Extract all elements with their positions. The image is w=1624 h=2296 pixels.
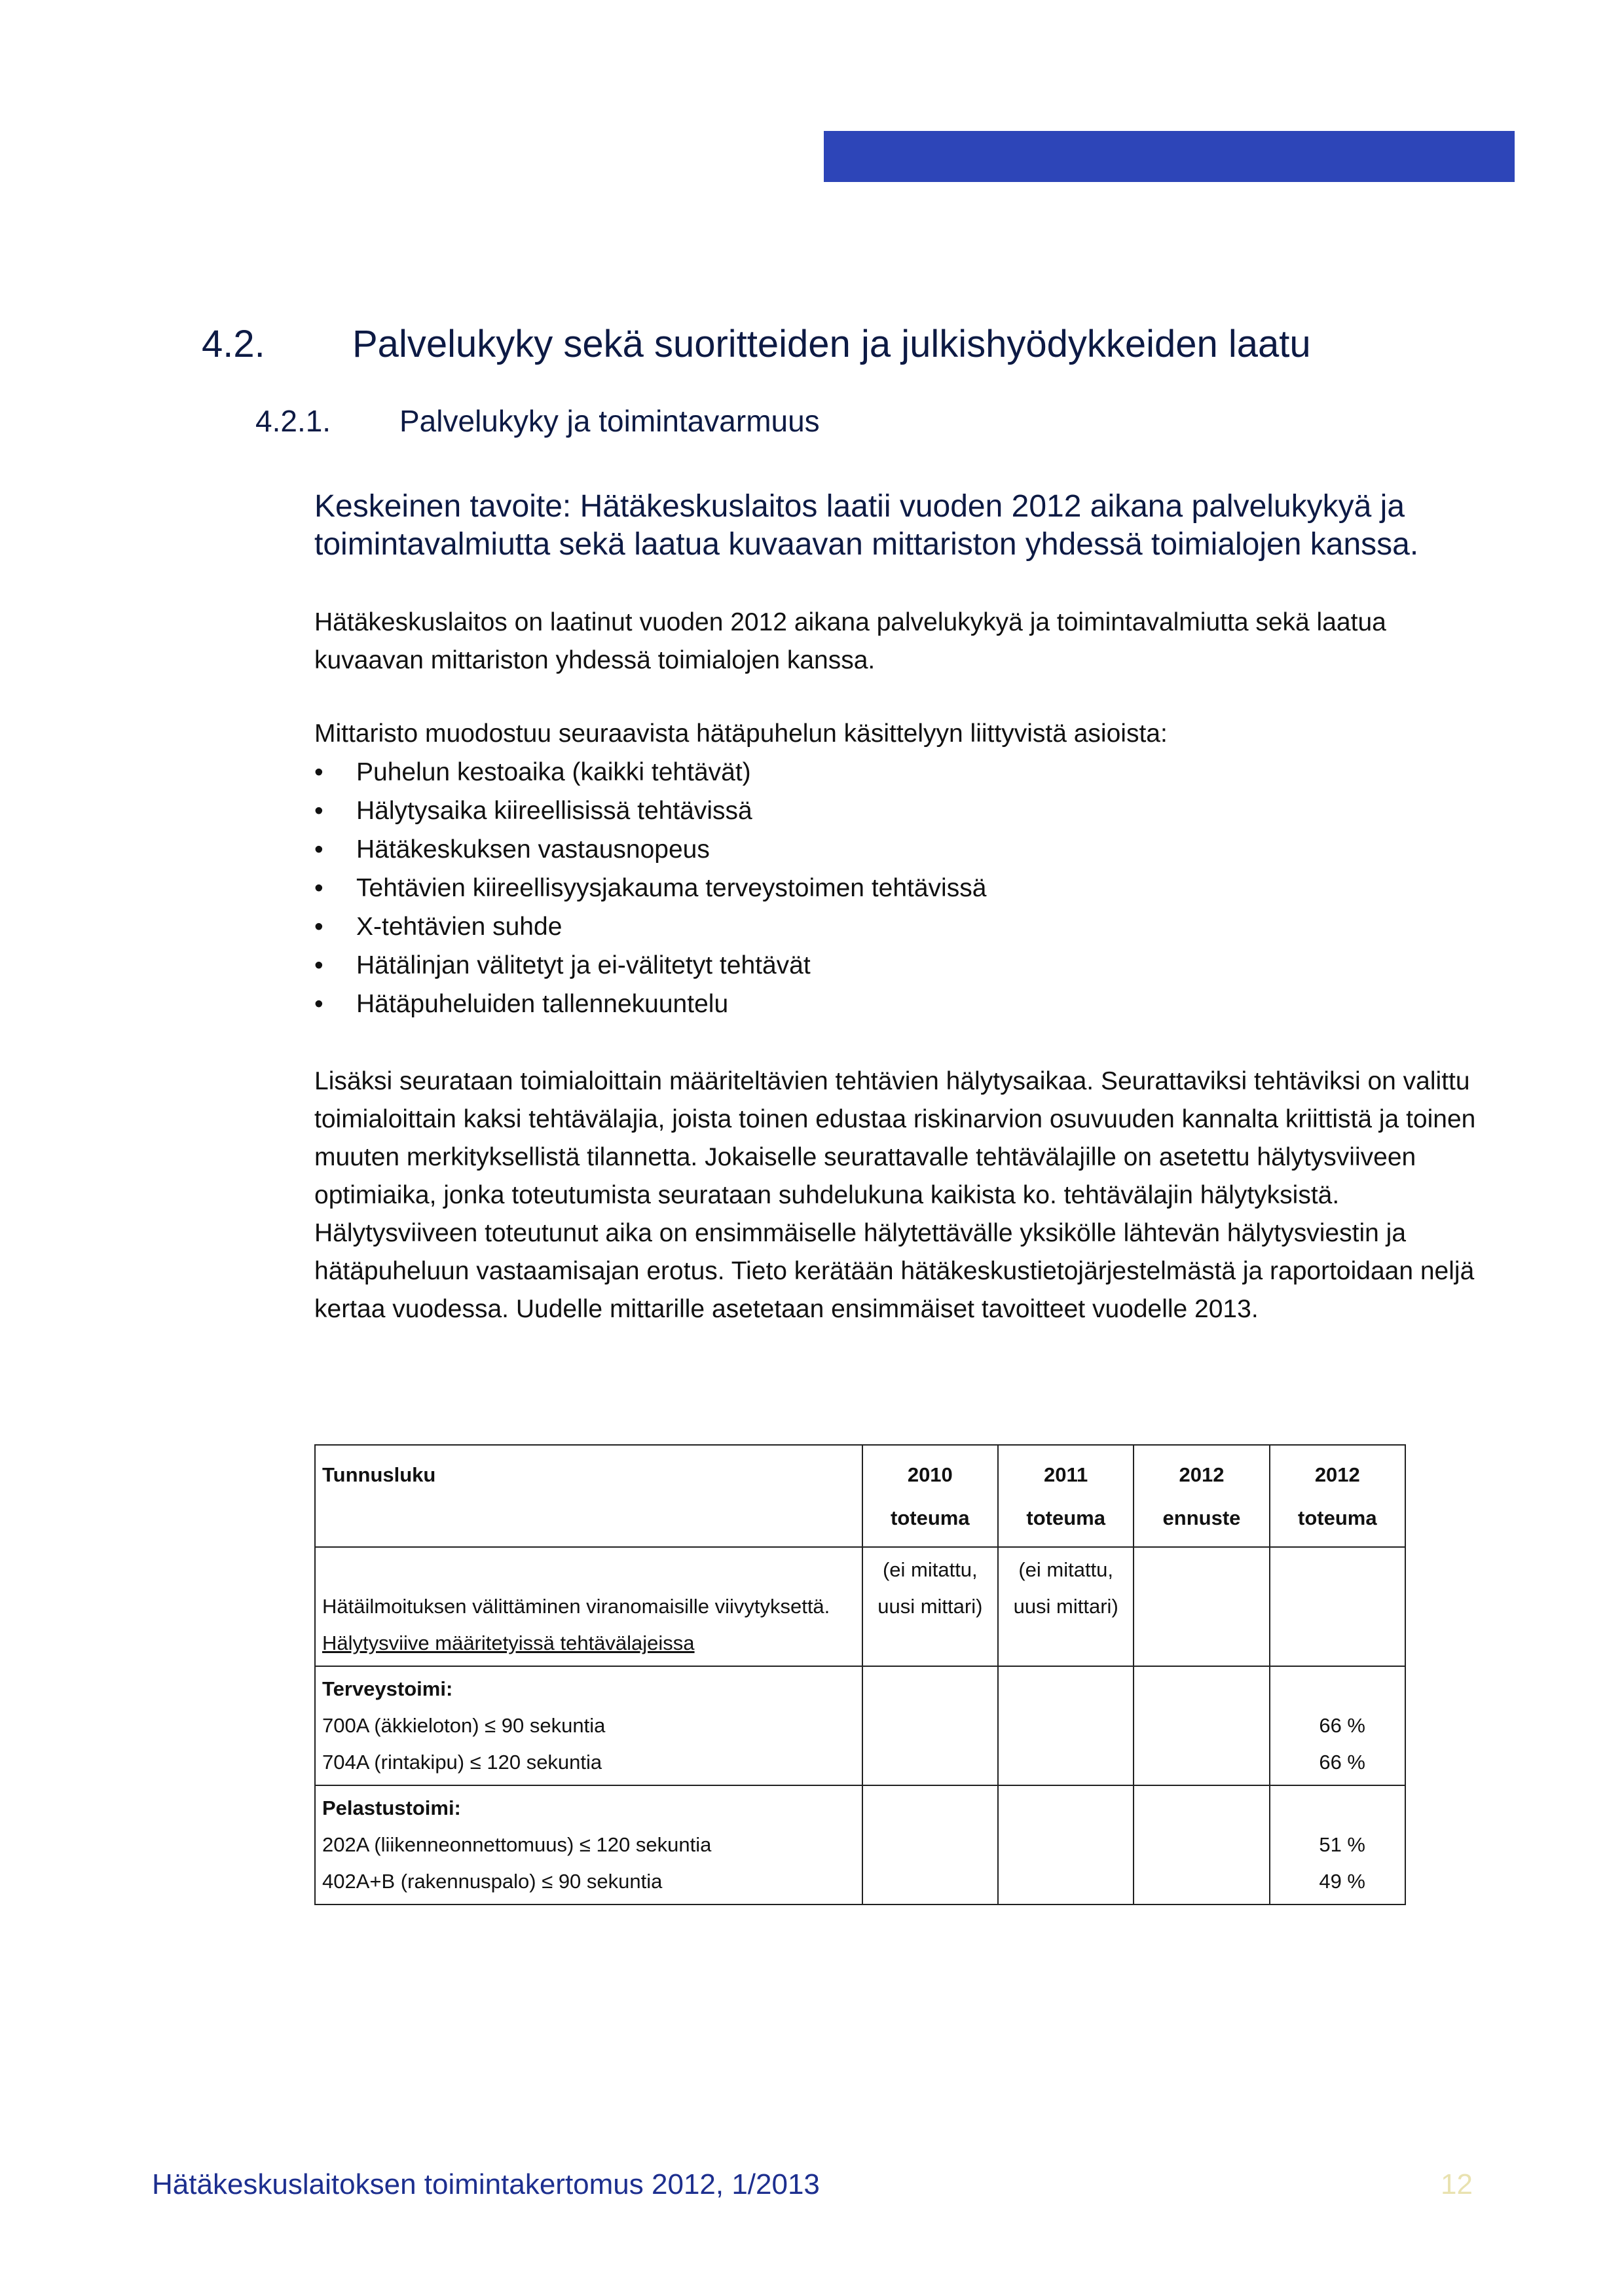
section-title: Palvelukyky sekä suoritteiden ja julkishyödykkeiden laatu	[352, 323, 1311, 365]
cell-2010	[862, 1785, 998, 1904]
paragraph-intro: Hätäkeskuslaitos on laatinut vuoden 2012 aikana palvelukykyä ja toimintavalmiutta sekä laatua kuvaavan mittariston yhdessä toimialojen kanssa.	[314, 608, 1386, 674]
list-item: • Hätäpuheluiden tallennekuuntelu	[314, 985, 986, 1023]
terveystoimi-cell	[315, 1666, 862, 1785]
list-item: • X-tehtävien suhde	[314, 907, 986, 946]
list-item: • Hälytysaika kiireellisissä tehtävissä	[314, 792, 986, 830]
table-header-row	[315, 1445, 1405, 1547]
cell-2012-actual	[1270, 1785, 1405, 1904]
cell-2011	[998, 1785, 1134, 1904]
cell-2012-forecast	[1134, 1785, 1269, 1904]
pelastustoimi-402ab-label: 402A+B (rakennuspalo) ≤ 90 sekuntia	[322, 1870, 663, 1893]
section-number: 4.2.	[202, 323, 265, 365]
table-row	[315, 1785, 1405, 1904]
list-item: • Tehtävien kiireellisyysjakauma terveystoimen tehtävissä	[314, 869, 986, 907]
terveystoimi-704a-label: 704A (rintakipu) ≤ 120 sekuntia	[322, 1751, 602, 1774]
cell-2010: (ei mitattu, uusi mittari)	[862, 1547, 998, 1666]
col-header-2012-actual: 2012 toteuma	[1270, 1445, 1405, 1547]
terveystoimi-704a-value: 66 %	[1319, 1751, 1365, 1774]
row-sublabel: Hälytysviive määritetyissä tehtävälajeissa	[322, 1631, 695, 1654]
metrics-bullet-list	[314, 753, 986, 1023]
pelastustoimi-cell	[315, 1785, 862, 1904]
cell-2010	[862, 1666, 998, 1785]
metrics-table	[314, 1444, 1406, 1905]
pelastustoimi-202a-label: 202A (liikenneonnettomuus) ≤ 120 sekuntia	[322, 1833, 712, 1856]
terveystoimi-700a-value: 66 %	[1319, 1714, 1365, 1737]
cell-2011	[998, 1666, 1134, 1785]
table-row	[315, 1666, 1405, 1785]
col-header-2010: 2010 toteuma	[862, 1445, 998, 1547]
pelastustoimi-402ab-value: 49 %	[1319, 1870, 1365, 1893]
subsection-title: Palvelukyky ja toimintavarmuus	[399, 404, 820, 438]
col-header-label: Tunnusluku	[315, 1445, 862, 1547]
subsection-number: 4.2.1.	[255, 404, 331, 438]
pelastustoimi-202a-value: 51 %	[1319, 1833, 1365, 1856]
subsection-heading	[255, 403, 820, 439]
header-color-bar	[824, 131, 1515, 182]
section-heading	[202, 322, 1311, 366]
pelastustoimi-title: Pelastustoimi:	[322, 1796, 461, 1819]
paragraph-alert-time: Lisäksi seurataan toimialoittain määriteltävien tehtävien hälytysaikaa. Seurattaviksi tehtäviksi on valittu toimialoittain kaksi tehtävälajia, joista toinen edustaa riskinarvion osuvuuden kannalta kriittistä ja toinen muuten merkityksellistä tilannetta. Jokaiselle seurattavalle tehtävälajille on asetettu hälytysviiveen optimiaika, jonka toteutumista seurataan suhdelukuna kaikista ko. tehtävälajin hälytyksistä. Hälytysviiveen toteutunut aika on ensimmäiselle hälytettävälle yksikölle lähtevän hälytysviestin ja hätäpuheluun vastaamisajan erotus. Tieto kerätään hätäkeskustietojärjestelmästä ja raportoidaan neljä kertaa vuodessa. Uudelle mittarille asetetaan ensimmäiset tavoitteet vuodelle 2013.	[314, 1067, 1476, 1323]
paragraph-metrics-lead: Mittaristo muodostuu seuraavista hätäpuhelun käsittelyyn liittyvistä asioista:	[314, 720, 1168, 748]
table-row	[315, 1547, 1405, 1666]
cell-2012-forecast	[1134, 1666, 1269, 1785]
page-number: 12	[1441, 2168, 1473, 2200]
cell-2012-forecast	[1134, 1547, 1269, 1666]
footer-title: Hätäkeskuslaitoksen toimintakertomus 2012, 1/2013	[152, 2168, 820, 2200]
terveystoimi-700a-label: 700A (äkkieloton) ≤ 90 sekuntia	[322, 1714, 606, 1737]
cell-2012-actual	[1270, 1547, 1405, 1666]
cell-2012-actual	[1270, 1666, 1405, 1785]
col-header-2012-forecast: 2012 ennuste	[1134, 1445, 1269, 1547]
terveystoimi-title: Terveystoimi:	[322, 1677, 453, 1700]
list-item: • Hätälinjan välitetyt ja ei-välitetyt tehtävät	[314, 946, 986, 985]
key-goal-text: Keskeinen tavoite: Hätäkeskuslaitos laatii vuoden 2012 aikana palvelukykyä ja toimintavalmiutta sekä laatua kuvaavan mittariston yhdessä toimialojen kanssa.	[314, 489, 1419, 562]
row-label: Hätäilmoituksen välittäminen viranomaisille viivytyksettä.	[322, 1595, 830, 1618]
list-item: • Hätäkeskuksen vastausnopeus	[314, 830, 986, 869]
cell-2011: (ei mitattu, uusi mittari)	[998, 1547, 1134, 1666]
list-item: • Puhelun kestoaika (kaikki tehtävät)	[314, 753, 986, 792]
row-label-cell	[315, 1547, 862, 1666]
col-header-2011: 2011 toteuma	[998, 1445, 1134, 1547]
